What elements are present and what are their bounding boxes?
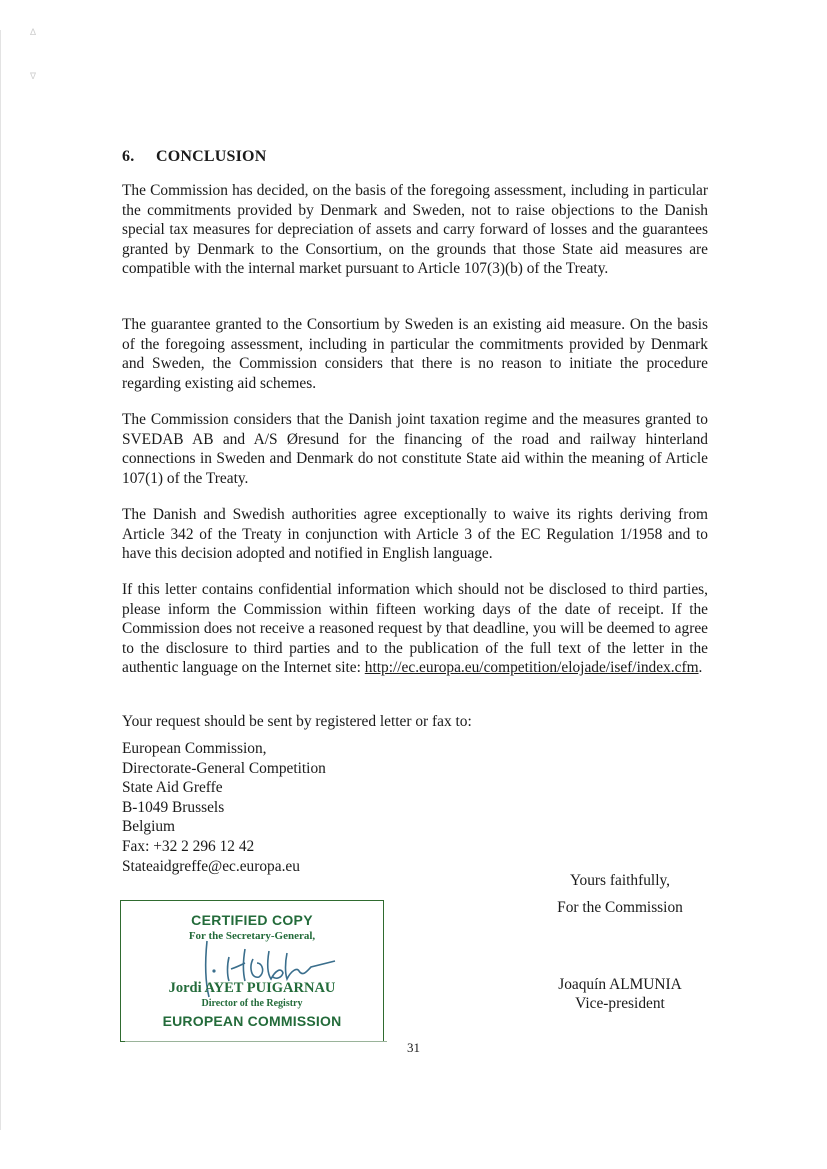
scan-artifact-mark: ∇ bbox=[30, 72, 37, 82]
address-line: Belgium bbox=[122, 818, 176, 836]
address-fax: Fax: +32 2 296 12 42 bbox=[122, 837, 255, 855]
stamp-organisation: EUROPEAN COMMISSION bbox=[162, 1013, 342, 1029]
section-heading bbox=[122, 148, 266, 166]
link-trailing-period: . bbox=[698, 659, 703, 677]
stamp-role: Director of the Registry bbox=[201, 998, 303, 1009]
address-email: Stateaidgreffe@ec.europa.eu bbox=[122, 857, 300, 875]
paragraph-swedish-guarantee: The guarantee granted to the Consortium by Sweden is an existing aid measure. On the basis of the foregoing assessment, including in particular the commitments provided by Denmark and Sweden, the Commission considers that there is no reason to initiate the procedure regarding existing aid schemes. bbox=[122, 316, 708, 392]
section-number: 6. bbox=[122, 148, 135, 165]
address-block bbox=[122, 739, 326, 876]
page-number: 31 bbox=[407, 1040, 420, 1055]
stamp-title: CERTIFIED COPY bbox=[191, 912, 313, 928]
address-line: Directorate-General Competition bbox=[122, 759, 326, 777]
stamp-for-line: For the Secretary-General, bbox=[188, 930, 316, 942]
signatory-name: Joaquín ALMUNIA bbox=[558, 976, 682, 993]
paragraph-decision: The Commission has decided, on the basis of the foregoing assessment, including in particular the commitments provided by Denmark and Sweden, not to raise objections to the Danish special tax measures for depreciation of assets and carry forward of losses and the guarantees granted by Denmark to the Consortium, on the grounds that those State aid measures are compatible with the internal market pursuant to Article 107(3)(b) of the Treaty. bbox=[122, 182, 708, 278]
address-line: European Commission, bbox=[122, 740, 267, 757]
stamp-name: Jordi AYET PUIGARNAU bbox=[168, 980, 336, 996]
section-title: CONCLUSION bbox=[156, 148, 267, 165]
paragraph-no-state-aid: The Commission considers that the Danish joint taxation regime and the measures granted to SVEDAB AB and A/S Øresund for the financing of the road and railway hinterland connections in Sweden and Denmark do not constitute State aid within the meaning of Article 107(1) of the Treaty. bbox=[122, 411, 708, 487]
closing-salutation: Yours faithfully, bbox=[569, 872, 671, 889]
closing-on-behalf: For the Commission bbox=[557, 899, 683, 916]
confidentiality-text: If this letter contains confidential information which should not be disclosed to third parties, please inform the Commission within fifteen working days of the date of receipt. If the Commission does not receive a reasoned request by that deadline, you will be deemed to agree to the disclosure to third parties and to the publication of the full text of the letter in the authentic language on the Internet site: bbox=[122, 581, 708, 677]
paragraph-language-waiver: The Danish and Swedish authorities agree exceptionally to waive its rights deriving from Article 342 of the Treaty in conjunction with Article 3 of the EC Regulation 1/1958 and to have this decision adopted and notified in English language. bbox=[122, 506, 708, 563]
certified-copy-stamp bbox=[120, 900, 384, 1042]
publication-link[interactable]: http://ec.europa.eu/competition/elojade/isef/index.cfm bbox=[364, 659, 699, 677]
scan-margin-line bbox=[0, 30, 1, 1130]
paragraph-confidentiality bbox=[122, 580, 708, 678]
address-line: B-1049 Brussels bbox=[122, 798, 225, 816]
signatory-role: Vice-president bbox=[575, 995, 665, 1012]
address-line: State Aid Greffe bbox=[122, 779, 223, 797]
request-intro: Your request should be sent by registered letter or fax to: bbox=[122, 713, 472, 730]
scan-artifact-mark: ∆ bbox=[30, 28, 37, 38]
